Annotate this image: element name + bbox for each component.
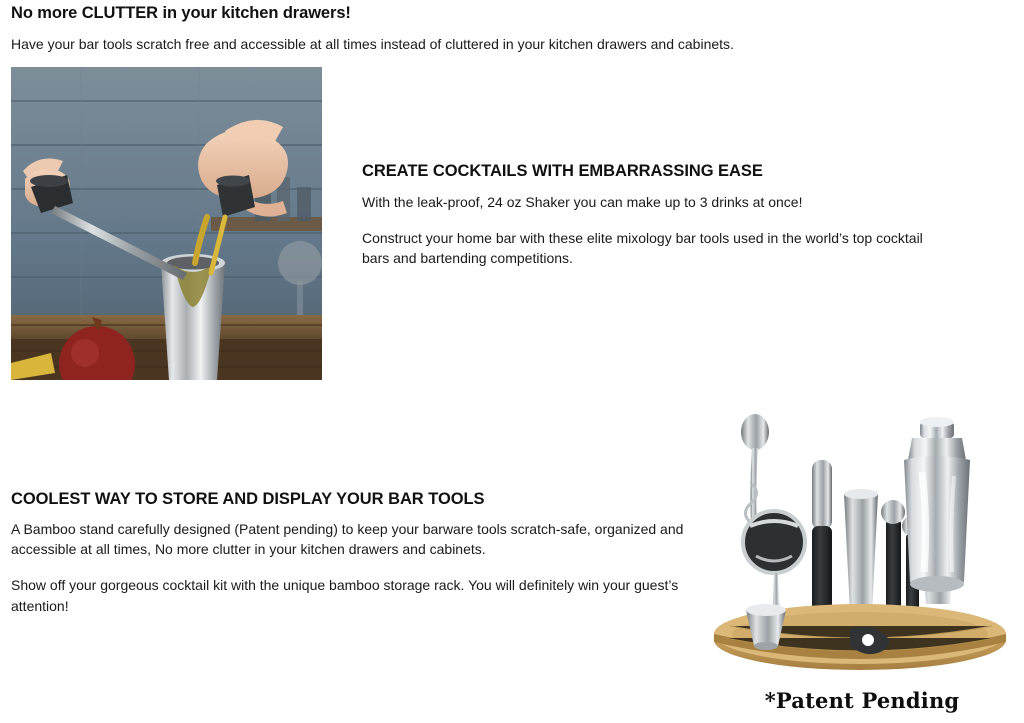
page-headline: No more CLUTTER in your kitchen drawers! (11, 4, 351, 22)
bottom-title: COOLEST WAY TO STORE AND DISPLAY YOUR BAR TOOLS (11, 490, 485, 508)
bottom-paragraph-1: A Bamboo stand carefully designed (Patent pending) to keep your barware tools scratch-safe, organized and accessible at all times, No more clutter in your kitchen drawers and cabinets. (11, 520, 684, 558)
page-subheadline: Have your bar tools scratch free and accessible at all times instead of cluttered in your kitchen drawers and cabinets. (11, 35, 734, 52)
product-photo (700, 398, 1024, 688)
middle-text-block (362, 162, 942, 269)
middle-title: CREATE COCKTAILS WITH EMBARRASSING EASE (362, 162, 763, 180)
middle-paragraph-1: With the leak-proof, 24 oz Shaker you can make up to 3 drinks at once! (362, 193, 803, 210)
lifestyle-photo-illustration (11, 67, 322, 380)
top-text-block (11, 4, 1011, 54)
lifestyle-photo (11, 67, 322, 380)
middle-paragraph-2: Construct your home bar with these elite mixology bar tools used in the world’s top cocktail bars and bartending competitions. (362, 230, 923, 267)
bottom-text-block (11, 490, 711, 616)
product-photo-illustration (700, 398, 1024, 688)
bottom-paragraph-2: Show off your gorgeous cocktail kit with the unique bamboo storage rack. You will definitely win your guest’s attention! (11, 577, 679, 614)
patent-pending-caption: *Patent Pending (764, 688, 960, 713)
